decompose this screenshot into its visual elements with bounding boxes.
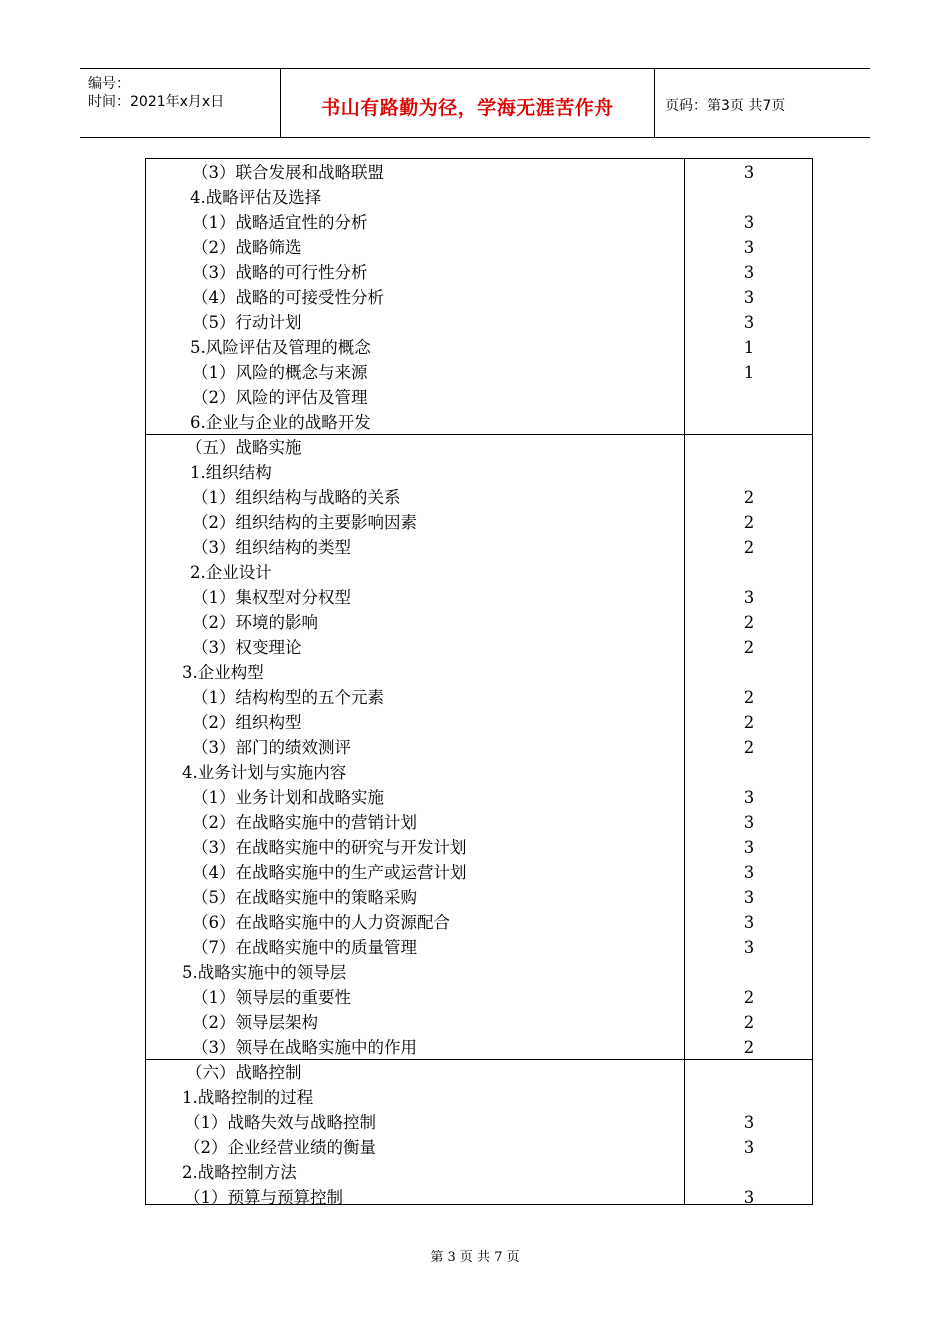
table-row [146,1060,812,1085]
table-row [146,860,812,885]
topic-text: 2.企业设计 [190,563,272,582]
table-row [146,785,812,810]
topic-text: （1）领导层的重要性 [192,988,351,1007]
topic-text: （1）预算与预算控制 [184,1188,343,1207]
section-divider [146,1059,812,1060]
table-row [146,960,812,985]
hours-value: 1 [743,363,755,382]
table-row [146,635,812,660]
topic-text: （3）在战略实施中的研究与开发计划 [192,838,467,857]
hours-value: 2 [743,1038,755,1057]
table-row [146,210,812,235]
topic-text: 4.业务计划与实施内容 [182,763,347,782]
hours-value: 3 [743,1188,755,1207]
hours-value: 3 [743,288,755,307]
topic-text: （2）风险的评估及管理 [192,388,368,407]
topic-text: （2）领导层架构 [192,1013,318,1032]
topic-text: （7）在战略实施中的质量管理 [192,938,417,957]
table-row [146,910,812,935]
topic-text: （2）组织结构的主要影响因素 [192,513,417,532]
topic-text: （1）战略适宜性的分析 [192,213,368,232]
table-row [146,985,812,1010]
table-row [146,235,812,260]
hours-value: 3 [743,838,755,857]
hours-value: 3 [743,213,755,232]
topic-text: （3）联合发展和战略联盟 [192,163,384,182]
hours-value: 2 [743,613,755,632]
hours-value: 2 [743,513,755,532]
table-row [146,835,812,860]
table-row [146,435,812,460]
table-row [146,610,812,635]
topic-text: 2.战略控制方法 [182,1163,297,1182]
topic-text: （五）战略实施 [186,438,302,457]
table-row [146,1135,812,1160]
hours-value: 3 [743,1138,755,1157]
syllabus-table [145,158,813,1205]
table-row [146,1110,812,1135]
topic-text: （3）部门的绩效测评 [192,738,351,757]
topic-text: （6）在战略实施中的人力资源配合 [192,913,450,932]
table-row [146,810,812,835]
hours-value: 3 [743,313,755,332]
topic-text: （2）战略筛选 [192,238,302,257]
table-row [146,585,812,610]
topic-text: 1.组织结构 [190,463,272,482]
topic-text: （1）战略失效与战略控制 [184,1113,376,1132]
table-row [146,885,812,910]
table-row [146,935,812,960]
table-row [146,760,812,785]
table-row [146,1160,812,1185]
table-row [146,710,812,735]
topic-text: （3）领导在战略实施中的作用 [192,1038,417,1057]
topic-text: （4）战略的可接受性分析 [192,288,384,307]
table-row [146,560,812,585]
hours-value: 3 [743,263,755,282]
topic-text: （1）风险的概念与来源 [192,363,368,382]
hours-value: 2 [743,738,755,757]
header-info-cell [80,69,281,137]
table-row [146,335,812,360]
hours-value: 3 [743,788,755,807]
table-row [146,485,812,510]
topic-text: （3）权变理论 [192,638,302,657]
table-row [146,410,812,435]
doc-date-label: 时间：2021年x月x日 [88,94,225,110]
page-number-label: 页码：第3页 共7页 [665,98,786,114]
table-row [146,1035,812,1060]
topic-text: （1）组织结构与战略的关系 [192,488,401,507]
topic-text: （2）在战略实施中的营销计划 [192,813,417,832]
table-row [146,1010,812,1035]
table-row [146,160,812,185]
table-row [146,735,812,760]
hours-value: 2 [743,713,755,732]
section-divider [146,434,812,435]
table-row [146,460,812,485]
hours-value: 2 [743,1013,755,1032]
topic-text: 4.战略评估及选择 [190,188,322,207]
hours-value: 3 [743,863,755,882]
hours-value: 3 [743,913,755,932]
doc-number-label: 编号： [88,76,130,92]
topic-text: 6.企业与企业的战略开发 [190,413,371,432]
topic-text: （2）企业经营业绩的衡量 [184,1138,376,1157]
topic-text: （2）组织构型 [192,713,302,732]
hours-value: 2 [743,488,755,507]
table-row [146,385,812,410]
hours-value: 1 [743,338,755,357]
topic-text: （1）集权型对分权型 [192,588,351,607]
table-row [146,510,812,535]
topic-text: （1）业务计划和战略实施 [192,788,384,807]
topic-text: （4）在战略实施中的生产或运营计划 [192,863,467,882]
page-header [80,68,870,138]
hours-value: 3 [743,938,755,957]
topic-text: （5）在战略实施中的策略采购 [192,888,417,907]
hours-value: 3 [743,163,755,182]
topic-text: （1）结构构型的五个元素 [192,688,384,707]
header-page-cell [655,69,870,137]
hours-value: 3 [743,588,755,607]
topic-text: （六）战略控制 [186,1063,302,1082]
hours-value: 2 [743,538,755,557]
hours-value: 3 [743,888,755,907]
topic-text: 5.战略实施中的领导层 [182,963,347,982]
table-row [146,260,812,285]
page-footer: 第 3 页 共 7 页 [430,1250,520,1265]
hours-value: 3 [743,1113,755,1132]
table-row [146,685,812,710]
table-row [146,1085,812,1110]
table-row [146,1185,812,1210]
hours-value: 2 [743,988,755,1007]
topic-text: （5）行动计划 [192,313,302,332]
hours-value: 3 [743,238,755,257]
topic-text: （2）环境的影响 [192,613,318,632]
topic-text: （3）战略的可行性分析 [192,263,368,282]
table-row [146,285,812,310]
header-motto-cell [281,69,655,137]
table-row [146,660,812,685]
motto-text: 书山有路勤为径，学海无涯苦作舟 [321,96,614,119]
hours-value: 2 [743,688,755,707]
topic-text: 1.战略控制的过程 [182,1088,314,1107]
topic-text: 3.企业构型 [182,663,264,682]
hours-value: 3 [743,813,755,832]
table-row [146,185,812,210]
table-row [146,310,812,335]
hours-value: 2 [743,638,755,657]
table-row [146,360,812,385]
topic-text: 5.风险评估及管理的概念 [190,338,371,357]
table-row [146,535,812,560]
topic-text: （3）组织结构的类型 [192,538,351,557]
